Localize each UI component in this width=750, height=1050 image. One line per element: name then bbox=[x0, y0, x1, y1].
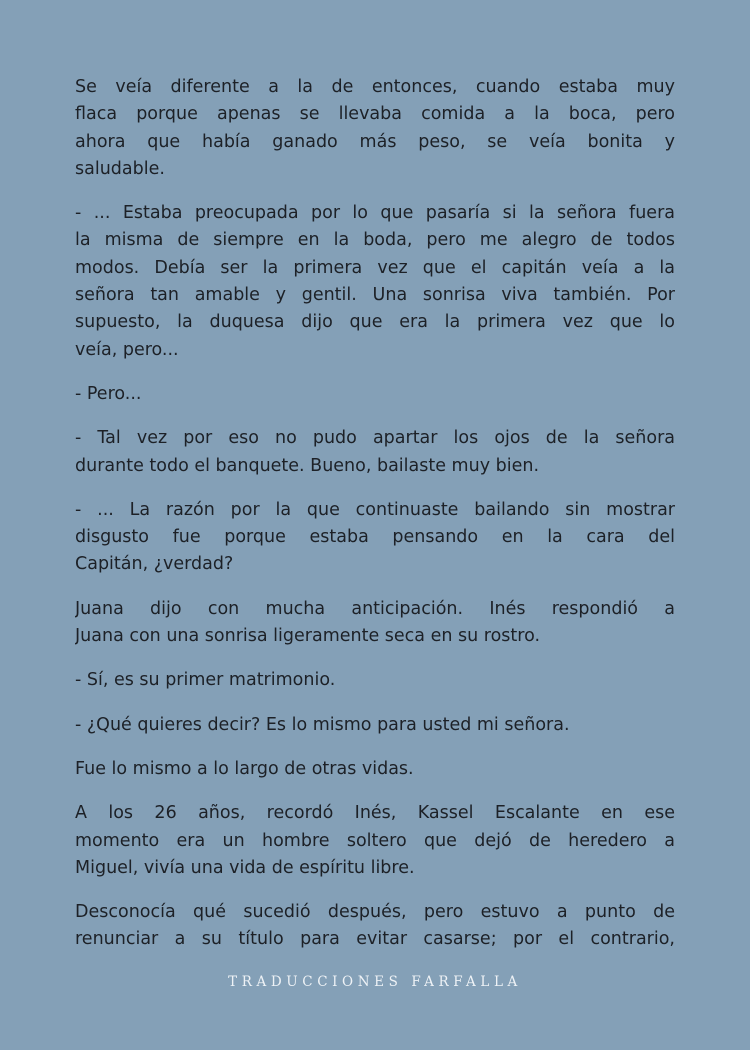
paragraph bbox=[75, 425, 675, 480]
text-line: - Tal vez por eso no pudo apartar los ojos de la señora bbox=[75, 428, 675, 449]
page-footer bbox=[0, 974, 750, 990]
page-body-text bbox=[75, 74, 675, 971]
text-line: A los 26 años, recordó Inés, Kassel Escalante en ese bbox=[75, 803, 675, 824]
text-line: veía, pero... bbox=[75, 339, 179, 360]
paragraph bbox=[75, 200, 675, 364]
paragraph bbox=[75, 756, 675, 783]
text-line: disgusto fue porque estaba pensando en la cara del bbox=[75, 527, 675, 548]
text-line: modos. Debía ser la primera vez que el capitán veía a la bbox=[75, 257, 675, 278]
text-line: - ... Estaba preocupada por lo que pasaría si la señora fuera bbox=[75, 203, 675, 224]
paragraph bbox=[75, 596, 675, 651]
text-line: Capitán, ¿verdad? bbox=[75, 554, 234, 575]
text-line: Desconocía qué sucedió después, pero estuvo a punto de bbox=[75, 902, 675, 923]
text-line: - Sí, es su primer matrimonio. bbox=[75, 670, 336, 691]
text-line: renunciar a su título para evitar casarse; por el contrario, bbox=[75, 929, 675, 950]
text-line: la misma de siempre en la boda, pero me alegro de todos bbox=[75, 230, 675, 251]
footer-brand-text: TRADUCCIONES FARFALLA bbox=[228, 974, 522, 990]
paragraph bbox=[75, 800, 675, 882]
text-line: Fue lo mismo a lo largo de otras vidas. bbox=[75, 758, 414, 779]
text-line: flaca porque apenas se llevaba comida a la boca, pero bbox=[75, 104, 675, 125]
text-line: - ¿Qué quieres decir? Es lo mismo para usted mi señora. bbox=[75, 714, 570, 735]
text-line: - ... La razón por la que continuaste bailando sin mostrar bbox=[75, 499, 675, 520]
text-line: - Pero... bbox=[75, 383, 142, 404]
paragraph bbox=[75, 712, 675, 739]
paragraph bbox=[75, 667, 675, 694]
paragraph bbox=[75, 497, 675, 579]
text-line: durante todo el banquete. Bueno, bailaste muy bien. bbox=[75, 455, 540, 476]
text-line: Juana con una sonrisa ligeramente seca en su rostro. bbox=[75, 626, 541, 647]
text-line: Miguel, vivía una vida de espíritu libre. bbox=[75, 857, 415, 878]
text-line: ahora que había ganado más peso, se veía bonita y bbox=[75, 131, 675, 152]
paragraph bbox=[75, 74, 675, 183]
paragraph bbox=[75, 381, 675, 408]
text-line: saludable. bbox=[75, 158, 165, 179]
text-line: momento era un hombre soltero que dejó de heredero a bbox=[75, 830, 675, 851]
text-line: supuesto, la duquesa dijo que era la primera vez que lo bbox=[75, 312, 675, 333]
text-line: señora tan amable y gentil. Una sonrisa viva también. Por bbox=[75, 285, 675, 306]
text-line: Se veía diferente a la de entonces, cuando estaba muy bbox=[75, 77, 675, 97]
text-line: Juana dijo con mucha anticipación. Inés respondió a bbox=[75, 598, 675, 619]
paragraph bbox=[75, 899, 675, 954]
